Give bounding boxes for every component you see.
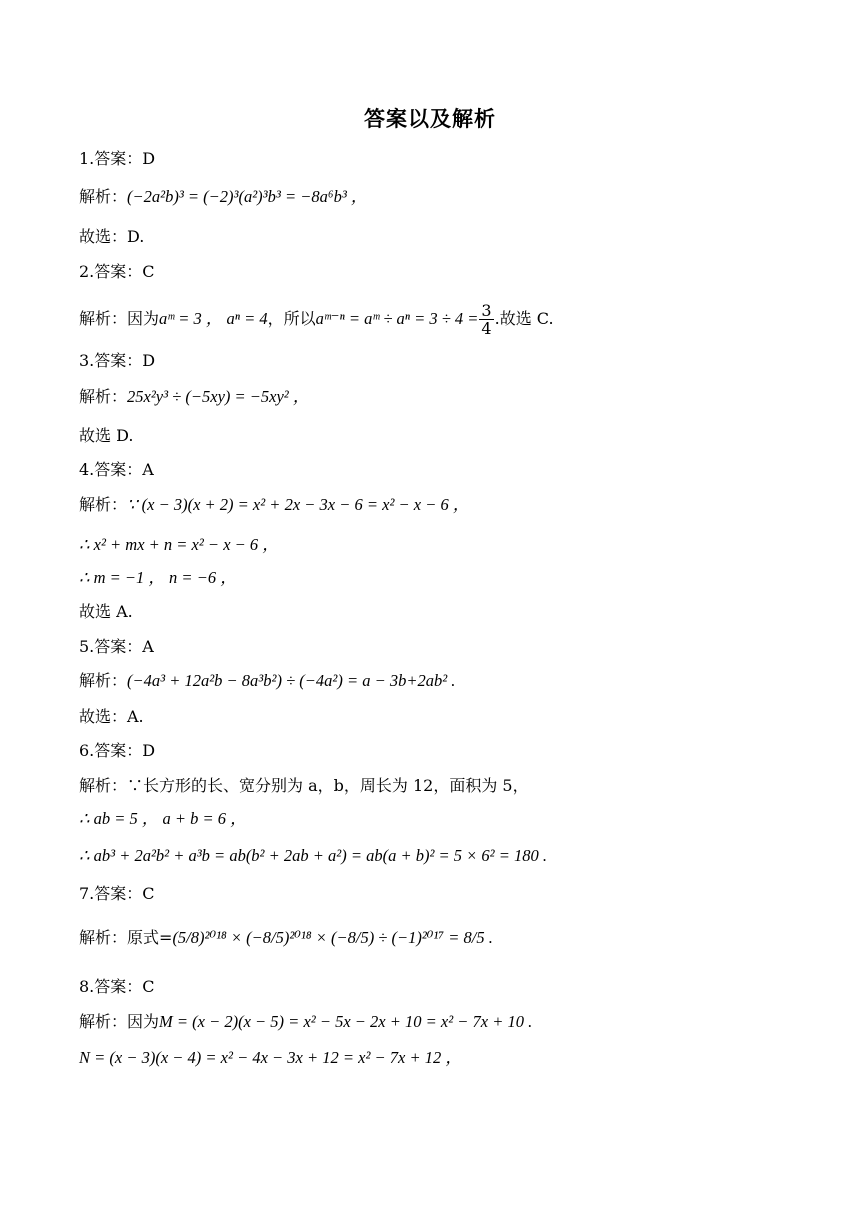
explanation-label: 解析： [79,387,128,406]
explanation-5-line-2: 故选：A. [79,707,144,726]
explanation-6-line-1 [79,775,529,797]
text-segment: 因为 [127,1012,160,1031]
answer-6: 6.答案：D [79,741,156,760]
explanation-8-line-2 [79,1047,462,1069]
explanation-label: 解析： [79,495,128,514]
fraction: $\frac{3}{4}$ [481,301,492,338]
math-expression: M = (x − 2)(x − 5) = x² − 5x − 2x + 10 = x² − 7x + 10 . [159,1012,533,1031]
explanation-label: 解析： [79,928,128,947]
explanation-label: 解析： [79,187,128,206]
answer-2: 2.答案：C [79,262,155,281]
explanation-3-line-2: 故选 D. [79,426,134,445]
explanation-1-line-1 [79,186,367,208]
answer-5: 5.答案：A [79,637,154,656]
page-title: 答案以及解析 [364,106,496,131]
math-expression: N = (x − 3)(x − 4) = x² − 4x − 3x + 12 = x² − 7x + 12 ， [79,1048,462,1067]
explanation-8-line-1 [79,1011,532,1033]
math-expression: aᵐ⁻ⁿ = aᵐ ÷ aⁿ = 3 ÷ 4 = [315,309,479,328]
answer-7: 7.答案：C [79,884,155,903]
explanation-4-line-1 [79,494,469,516]
math-expression: ∵ (x − 3)(x + 2) = x² + 2x − 3x − 6 = x² − x − 6 ， [127,495,470,514]
explanation-6-line-3 [79,845,547,867]
explanation-label: 解析： [79,671,128,690]
explanation-1-line-2: 故选：D. [79,227,145,246]
math-expression: ∴ ab = 5 ， a + b = 6 ， [79,809,247,828]
answer-4: 4.答案：A [79,460,154,479]
explanation-4-line-4: 故选 A. [79,602,133,621]
math-expression: (−4a³ + 12a²b − 8a³b²) ÷ (−4a²) = a − 3b+2ab² . [127,671,456,690]
explanation-label: 解析： [79,309,128,328]
text-segment: 因为 [127,309,160,328]
explanation-2-line-1 [79,302,554,337]
math-expression: ∴ x² + mx + n = x² − x − 6 ， [79,535,279,554]
math-expression: (5/8)²⁰¹⁸ × (−8/5)²⁰¹⁸ × (−8/5) ÷ (−1)²⁰¹⁷ = 8/5 . [172,928,493,947]
text-segment: 原式= [127,928,173,947]
explanation-7-line-1 [79,927,493,949]
explanation-4-line-3 [79,567,237,589]
explanation-label: 解析： [79,1012,128,1031]
math-expression: 25x²y³ ÷ (−5xy) = −5xy² ， [127,387,310,406]
answer-3: 3.答案：D [79,351,156,370]
math-expression: (−2a²b)³ = (−2)³(a²)³b³ = −8a⁶b³ ， [127,187,368,206]
math-expression: ∴ ab³ + 2a²b² + a³b = ab(b² + 2ab + a²) = ab(a + b)² = 5 × 6² = 180 . [79,846,548,865]
answer-1: 1.答案：D [79,149,156,168]
explanation-label: 解析： [79,776,128,795]
math-expression: aᵐ = 3 ， aⁿ = 4 [159,309,268,328]
text-segment: .故选 C. [494,309,554,328]
answer-8: 8.答案：C [79,977,155,996]
text-segment: ，所以 [267,309,316,328]
explanation-4-line-2 [79,534,279,556]
explanation-5-line-1 [79,670,455,692]
text-segment: ∵长方形的长、宽分别为 a，b，周长为 12，面积为 5， [127,776,529,795]
explanation-6-line-2 [79,808,247,830]
explanation-3-line-1 [79,386,309,408]
math-expression: ∴ m = −1 ， n = −6 ， [79,568,237,587]
